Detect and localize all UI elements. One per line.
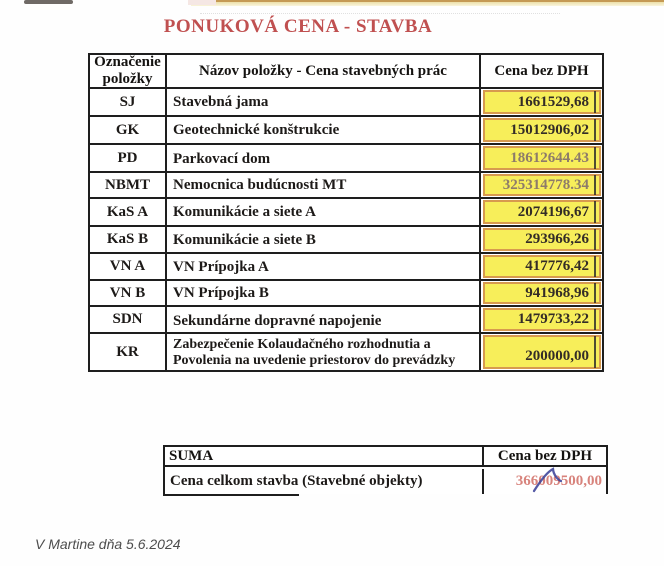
construction-price-table — [88, 53, 604, 372]
row-code: GK — [90, 117, 167, 143]
row-code: NBMT — [90, 173, 167, 197]
row-name: Komunikácie a siete A — [167, 199, 481, 225]
scan-band-edge-artifact — [188, 0, 216, 5]
summary-total-label: Cena celkom stavba (Stavebné objekty) — [165, 469, 484, 494]
table-row — [90, 199, 602, 227]
summary-header-suma: SUMA — [165, 447, 484, 465]
header-name: Názov položky - Cena stavebných prác — [167, 55, 481, 87]
highlighted-price: 1479733,22 — [483, 308, 601, 331]
row-name: Zabezpečenie Kolaudačného rozhodnutia a Povolenia na uvedenie priestorov do prevádzky — [167, 334, 481, 370]
row-price-cell — [481, 254, 602, 279]
table-row — [90, 227, 602, 254]
row-name: Stavebná jama — [167, 89, 481, 115]
table-row — [90, 254, 602, 281]
highlighted-price: 18612644.43 — [483, 146, 601, 170]
summary-partial-border-artifact — [163, 494, 299, 496]
table-row — [90, 307, 602, 334]
row-code: SDN — [90, 307, 167, 332]
row-price-cell — [481, 281, 602, 305]
highlighted-price: 417776,42 — [483, 255, 601, 278]
row-name: VN Prípojka B — [167, 281, 481, 305]
row-price-cell — [481, 117, 602, 143]
row-code: PD — [90, 145, 167, 171]
row-price-cell — [481, 89, 602, 115]
header-price: Cena bez DPH — [494, 62, 589, 79]
highlighted-price: 293966,26 — [483, 228, 601, 251]
summary-header-row — [165, 447, 606, 467]
table-row — [90, 281, 602, 307]
row-name: VN Prípojka A — [167, 254, 481, 279]
row-price-cell — [481, 145, 602, 171]
table-header-row — [90, 55, 602, 89]
highlighted-price: 200000,00 — [483, 335, 601, 369]
scan-smudge-artifact — [24, 0, 73, 4]
row-price-cell — [481, 334, 602, 370]
scan-dotted-line-artifact — [200, 13, 560, 14]
table-row — [90, 334, 602, 370]
highlighted-price: 941968,96 — [483, 282, 601, 304]
row-name: Geotechnické konštrukcie — [167, 117, 481, 143]
row-code: VN A — [90, 254, 167, 279]
row-code: KaS B — [90, 227, 167, 252]
scan-band-artifact — [191, 0, 664, 6]
table-row — [90, 173, 602, 199]
highlighted-price: 2074196,67 — [483, 200, 601, 224]
row-code: KR — [90, 334, 167, 370]
summary-header-price: Cena bez DPH — [497, 447, 593, 464]
highlighted-price: 1661529,68 — [483, 90, 601, 114]
row-price-cell — [481, 173, 602, 197]
row-name: Sekundárne dopravné napojenie — [167, 307, 481, 332]
highlighted-price: 325314778.34 — [483, 174, 601, 196]
row-code: VN B — [90, 281, 167, 305]
row-name: Nemocnica budúcnosti MT — [167, 173, 481, 197]
pen-caret-mark — [528, 465, 568, 495]
page-title: PONUKOVÁ CENA - STAVBA — [163, 16, 433, 37]
header-code: Označenie položky — [90, 55, 167, 87]
row-price-cell — [481, 227, 602, 252]
table-row — [90, 145, 602, 173]
row-price-cell — [481, 307, 602, 332]
row-name: Parkovací dom — [167, 145, 481, 171]
date-line: V Martine dňa 5.6.2024 — [35, 536, 181, 552]
row-code: KaS A — [90, 199, 167, 225]
table-row — [90, 89, 602, 117]
row-code: SJ — [90, 89, 167, 115]
summary-total-value: 366009500,00 — [515, 473, 602, 489]
highlighted-price: 15012906,02 — [483, 118, 601, 142]
row-name: Komunikácie a siete B — [167, 227, 481, 252]
row-price-cell — [481, 199, 602, 225]
table-row — [90, 117, 602, 145]
